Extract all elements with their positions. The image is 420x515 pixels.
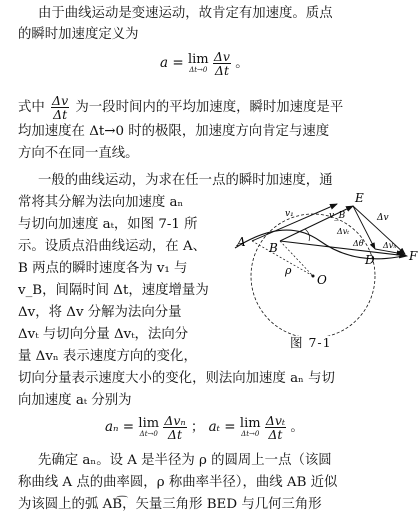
text-line: 方向不在同一直线。	[18, 146, 139, 161]
label-dtheta: Δθ	[353, 239, 364, 248]
inline-fraction: $\frac{\Delta v}{\Delta t}$	[52, 93, 69, 122]
fraction: $\frac{\text{Δvₙ}}{\Delta t}$	[164, 413, 186, 442]
text-line: 常将其分解为法向加速度 aₙ	[18, 195, 184, 210]
text-line: 与切向加速度 aₜ，如图 7-1 所	[18, 217, 198, 232]
fraction: $\frac{\Delta v}{\Delta t}$	[213, 49, 230, 78]
center-point	[312, 275, 315, 278]
text-line: Δv，将 Δv 分解为法向分量	[18, 305, 182, 320]
limit-operator: lim Δt→0	[138, 415, 160, 438]
text-line: 由于曲线运动是变速运动，故肯定有加速度。质点	[38, 6, 333, 21]
label-E: E	[355, 191, 364, 205]
limit-operator: lim Δt→0	[239, 415, 261, 438]
figure-7-1	[225, 186, 420, 336]
angle-arc	[305, 229, 310, 241]
equation-acceleration-definition: a = lim Δt→0 $\frac{\Delta v}{\Delta t}$ 。	[160, 49, 249, 78]
fraction: $\frac{\text{Δvₜ}}{\Delta t}$	[265, 413, 286, 442]
label-B: B	[269, 241, 278, 255]
label-D: D	[365, 253, 375, 267]
limit-operator: lim Δt→0	[187, 51, 209, 74]
label-dv: Δv	[377, 213, 389, 223]
text-line: 称曲线 A 点的曲率圆，ρ 称曲率半径），曲线 AB 近似	[18, 475, 338, 490]
text-line: 示。设质点沿曲线运动，在 A、	[18, 239, 207, 254]
radius-line	[252, 241, 313, 276]
equation-normal-tangential: aₙ = lim Δt→0 $\frac{\text{Δvₙ}}{\Delta t}$ ； aₜ = lim Δt→0 $\frac{\text{Δvₜ}}{\Delta t}$ 。	[105, 413, 304, 442]
text-line: Δvₜ 与切向分量 Δvₜ，法向分	[18, 327, 189, 342]
label-F: F	[409, 249, 418, 263]
text-line: 式中 $\frac{\Delta v}{\Delta t}$ 为一段时间内的平均加速度，瞬时加速度是平	[18, 93, 344, 122]
text-line: 为该圆上的弧 AB͡，矢量三角形 BED 与几何三角形	[18, 497, 322, 512]
text-line: 先确定 aₙ。设 A 是半径为 ρ 的圆周上一点（该圆	[38, 453, 332, 468]
text-line: 切向分量表示速度大小的变化，则法向加速度 aₙ 与切	[18, 371, 335, 386]
figure-caption: 图 7-1	[290, 335, 332, 350]
label-dvn: Δvₙ	[383, 241, 397, 250]
text-line: 一般的曲线运动，为求在任一点的瞬时加速度，通	[38, 173, 333, 188]
label-rho: ρ	[285, 264, 292, 277]
label-A: A	[237, 235, 246, 249]
eq-lhs: a =	[160, 55, 184, 71]
text-line: 量 Δvₙ 表示速度方向的变化，	[18, 349, 197, 364]
motion-curve	[235, 230, 403, 259]
label-O: O	[317, 273, 327, 287]
text-line: 的瞬时加速度定义为	[18, 27, 139, 42]
label-v1: v₁	[285, 209, 294, 219]
text-line: v_B，间隔时间 Δt，速度增量为	[18, 283, 209, 298]
text-line: B 两点的瞬时速度各为 v₁ 与	[18, 261, 188, 276]
label-vB: v_B	[329, 211, 346, 221]
velocity-v1-arrow	[252, 204, 337, 241]
text-line: 均加速度在 Δt→0 时的极限，加速度方向肯定与速度	[18, 124, 330, 139]
label-dvt: Δvₜ	[337, 227, 350, 236]
text-line: 向加速度 aₜ 分别为	[18, 393, 132, 408]
